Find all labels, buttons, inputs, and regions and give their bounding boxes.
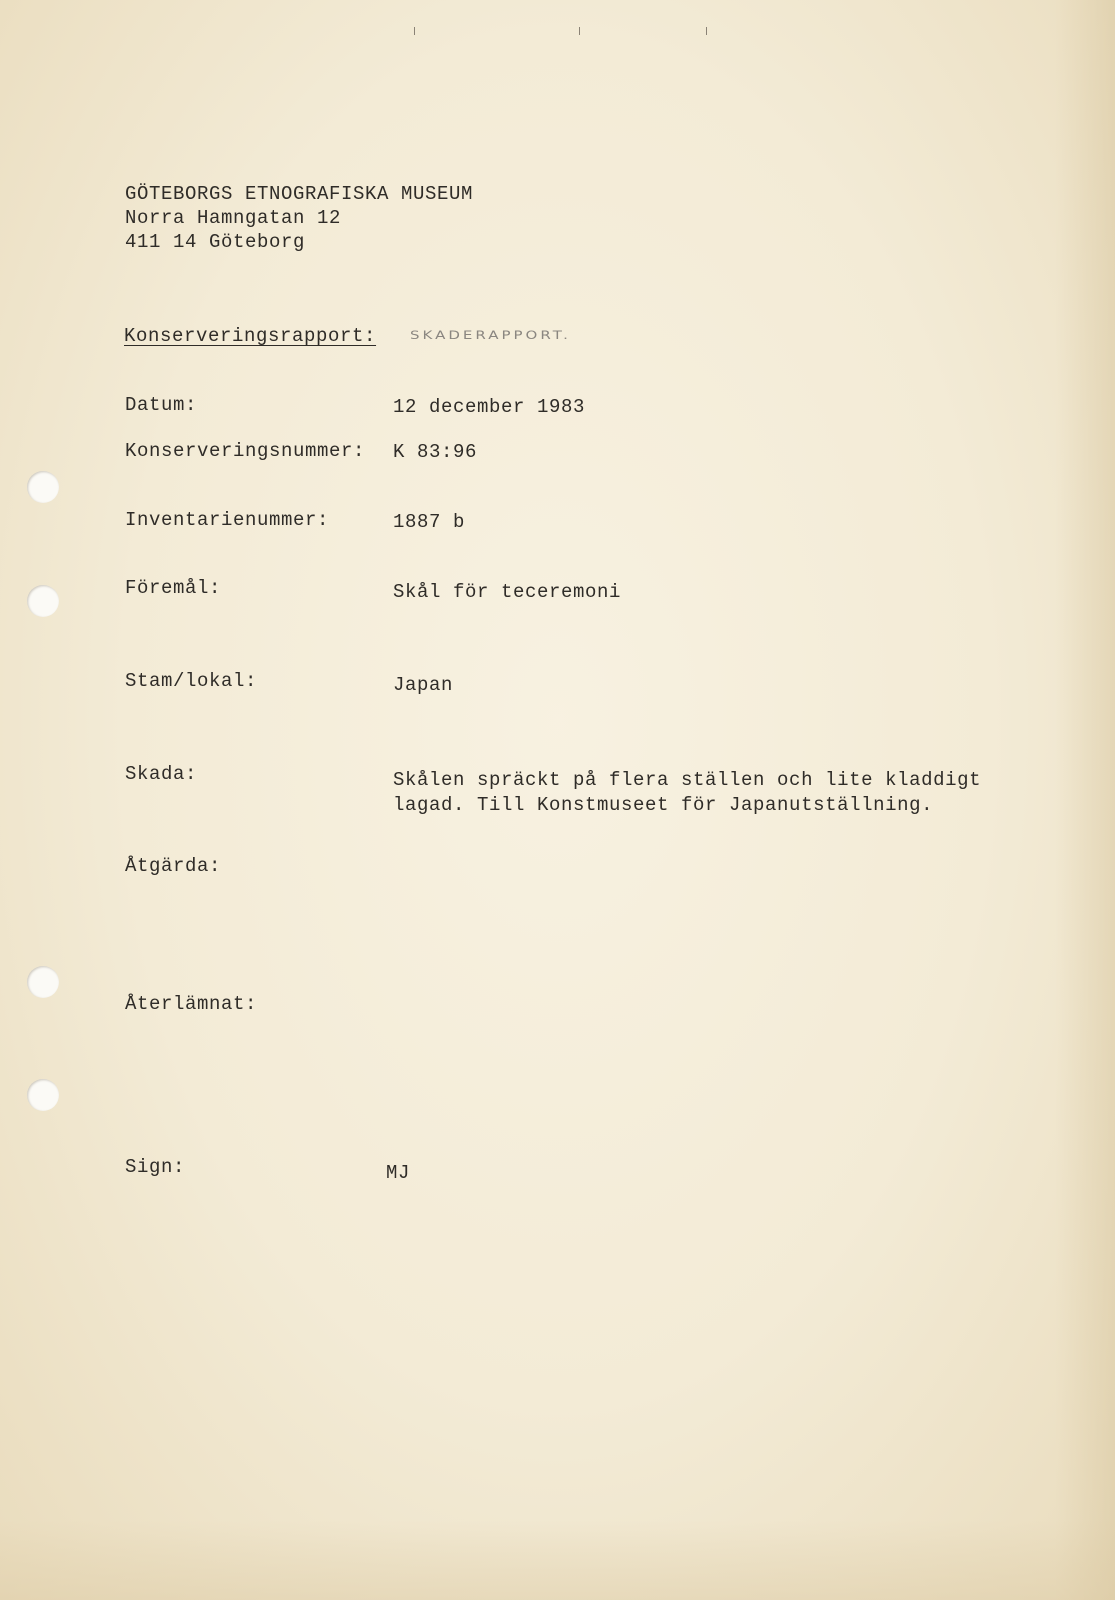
stam-lokal-value: Japan (393, 674, 454, 696)
punch-hole (27, 1079, 59, 1111)
konserveringsnummer-label: Konserveringsnummer: (125, 440, 366, 462)
stam-lokal-label: Stam/lokal: (125, 670, 258, 692)
sign-value: MJ (386, 1162, 411, 1184)
binder-tick-mark (414, 27, 415, 35)
inventarienummer-label: Inventarienummer: (125, 509, 330, 531)
inventarienummer-value: 1887 b (393, 511, 466, 533)
atgarda-label: Åtgärda: (125, 855, 222, 877)
report-type-label: Konserveringsrapport: (124, 325, 377, 347)
punch-hole (27, 585, 59, 617)
skada-label: Skada: (125, 763, 198, 785)
datum-value: 12 december 1983 (393, 396, 586, 418)
foremal-label: Föremål: (125, 577, 222, 599)
binder-tick-mark (579, 27, 580, 35)
institution-street: Norra Hamngatan 12 (125, 207, 342, 229)
sign-label: Sign: (125, 1156, 186, 1178)
handwritten-report-note: SKADERAPPORT. (410, 328, 571, 342)
foremal-value: Skål för teceremoni (393, 581, 622, 603)
datum-label: Datum: (125, 394, 198, 416)
institution-name: GÖTEBORGS ETNOGRAFISKA MUSEUM (125, 183, 474, 205)
paper-bottom-shade (0, 1520, 1115, 1600)
skada-value-line-1: Skålen spräckt på flera ställen och lite kladdigt (393, 769, 982, 791)
institution-city: 411 14 Göteborg (125, 231, 306, 253)
punch-hole (27, 966, 59, 998)
punch-hole (27, 471, 59, 503)
konserveringsnummer-value: K 83:96 (393, 441, 478, 463)
binder-tick-mark (706, 27, 707, 35)
paper-edge-shade (1055, 0, 1115, 1600)
skada-value-line-2: lagad. Till Konstmuseet för Japanutställning. (393, 794, 934, 816)
aterlamnat-label: Återlämnat: (125, 993, 258, 1015)
